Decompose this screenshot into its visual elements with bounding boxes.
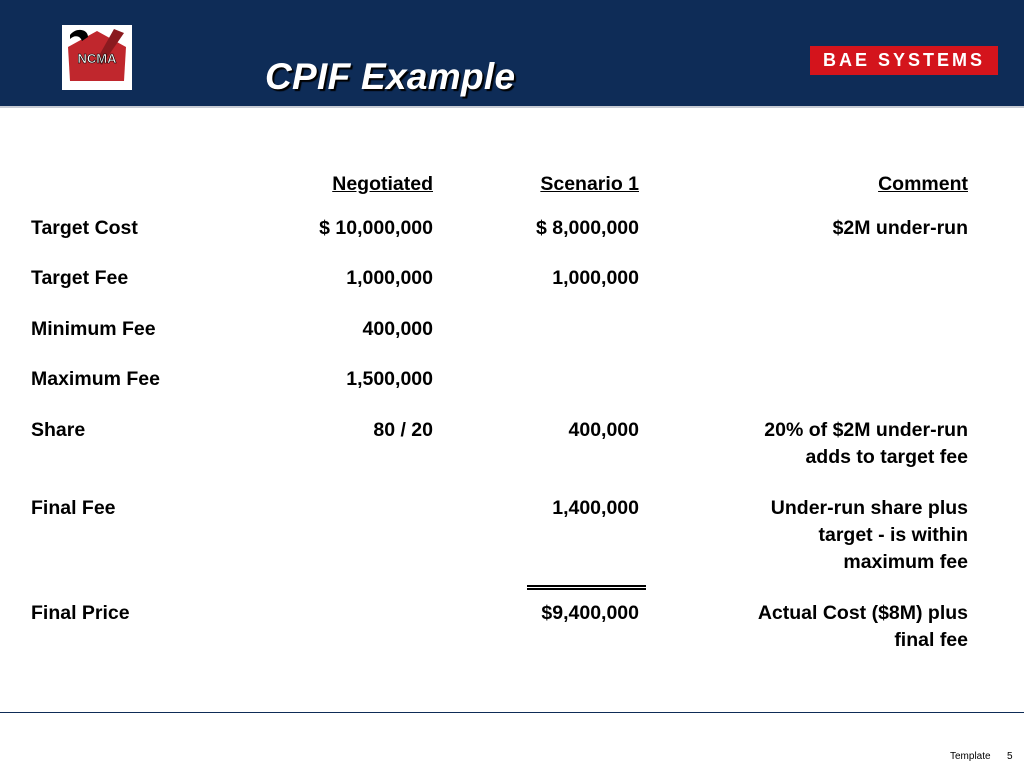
column-header-comment: Comment (878, 173, 968, 195)
header-divider (0, 106, 1024, 108)
row-label: Minimum Fee (31, 318, 156, 340)
row-label: Target Fee (31, 267, 129, 289)
row-label: Maximum Fee (31, 368, 160, 390)
row-label: Final Price (31, 602, 130, 624)
comment-line: maximum fee (843, 551, 968, 573)
negotiated-value: $ 10,000,000 (319, 217, 433, 239)
footer-divider (0, 712, 1024, 713)
page-number: 5 (1007, 751, 1013, 762)
column-header-negotiated: Negotiated (332, 173, 433, 195)
comment-line: target - is within (818, 524, 968, 546)
row-label: Final Fee (31, 497, 116, 519)
row-label: Target Cost (31, 217, 138, 239)
row-label: Share (31, 419, 86, 441)
scenario1-value: 1,000,000 (552, 267, 639, 289)
scenario1-value: $9,400,000 (541, 602, 639, 624)
ncma-logo (62, 25, 132, 90)
comment-line: 20% of $2M under-run (764, 419, 968, 441)
bae-systems-logo: BAE SYSTEMS (810, 46, 998, 75)
scenario1-value: 1,400,000 (552, 497, 639, 519)
comment-line: adds to target fee (805, 446, 968, 468)
negotiated-value: 80 / 20 (373, 419, 433, 441)
negotiated-value: 400,000 (362, 318, 433, 340)
comment-line: $2M under-run (832, 217, 968, 239)
column-header-scenario1: Scenario 1 (540, 173, 639, 195)
comment-line: Actual Cost ($8M) plus (757, 602, 968, 624)
scenario1-value: 400,000 (568, 419, 639, 441)
slide-title: CPIF Example (265, 56, 516, 97)
svg-text:NCMA: NCMA (77, 51, 117, 66)
total-double-underline (527, 585, 646, 590)
negotiated-value: 1,000,000 (346, 267, 433, 289)
comment-line: final fee (894, 629, 968, 651)
comment-line: Under-run share plus (770, 497, 968, 519)
negotiated-value: 1,500,000 (346, 368, 433, 390)
scenario1-value: $ 8,000,000 (535, 217, 639, 239)
footer-template-label: Template (950, 751, 991, 762)
